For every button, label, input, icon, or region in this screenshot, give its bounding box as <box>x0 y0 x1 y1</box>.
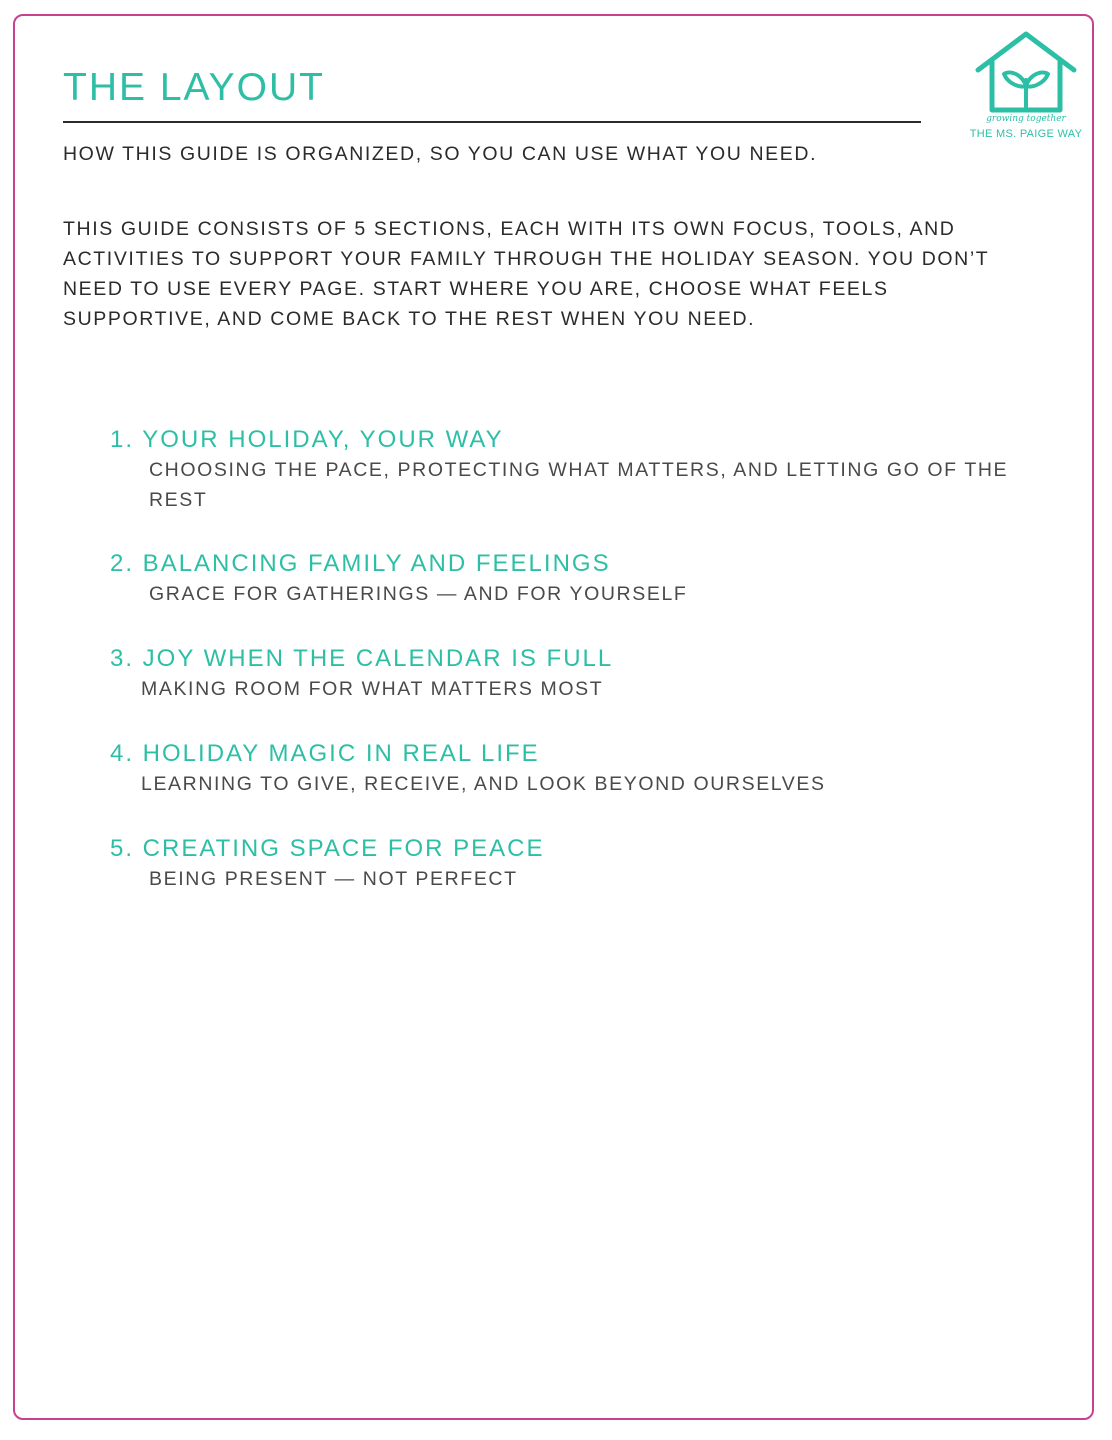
brand-logo <box>958 30 1094 146</box>
section-description: CHOOSING THE PACE, PROTECTING WHAT MATTERS, AND LETTING GO OF THE REST <box>149 459 1009 511</box>
section-heading: 4. HOLIDAY MAGIC IN REAL LIFE <box>110 740 540 767</box>
section-3 <box>110 644 613 704</box>
page-title: THE LAYOUT <box>63 66 325 109</box>
house-sprout-icon <box>974 30 1078 114</box>
logo-name: THE MS. PAIGE WAY <box>969 128 1083 140</box>
logo-tagline: growing together <box>986 114 1066 124</box>
section-description: LEARNING TO GIVE, RECEIVE, AND LOOK BEYOND OURSELVES <box>141 773 826 795</box>
section-description: BEING PRESENT — NOT PERFECT <box>149 868 518 890</box>
title-divider <box>63 121 921 123</box>
section-heading: 2. BALANCING FAMILY AND FEELINGS <box>110 550 611 577</box>
section-heading: 1. YOUR HOLIDAY, YOUR WAY <box>110 426 504 453</box>
section-description: GRACE FOR GATHERINGS — AND FOR YOURSELF <box>149 583 688 605</box>
section-heading: 3. JOY WHEN THE CALENDAR IS FULL <box>110 645 614 672</box>
section-description: MAKING ROOM FOR WHAT MATTERS MOST <box>141 678 604 700</box>
intro-paragraph: THIS GUIDE CONSISTS OF 5 SECTIONS, EACH WITH ITS OWN FOCUS, TOOLS, AND ACTIVITIES TO SUPPORT YOUR FAMILY THROUGH THE HOLIDAY SEASON. YOU DON’T NEED TO USE EVERY PAGE. START WHERE YOU ARE, CHOOSE WHAT FEELS SUPPORTIVE, AND COME BACK TO THE REST WHEN YOU NEED. <box>63 218 989 330</box>
section-heading: 5. CREATING SPACE FOR PEACE <box>110 835 545 862</box>
page-subtitle: HOW THIS GUIDE IS ORGANIZED, SO YOU CAN USE WHAT YOU NEED. <box>63 143 818 165</box>
section-1 <box>110 425 1019 515</box>
section-5 <box>110 834 545 894</box>
section-4 <box>110 739 826 799</box>
section-2 <box>110 549 687 609</box>
